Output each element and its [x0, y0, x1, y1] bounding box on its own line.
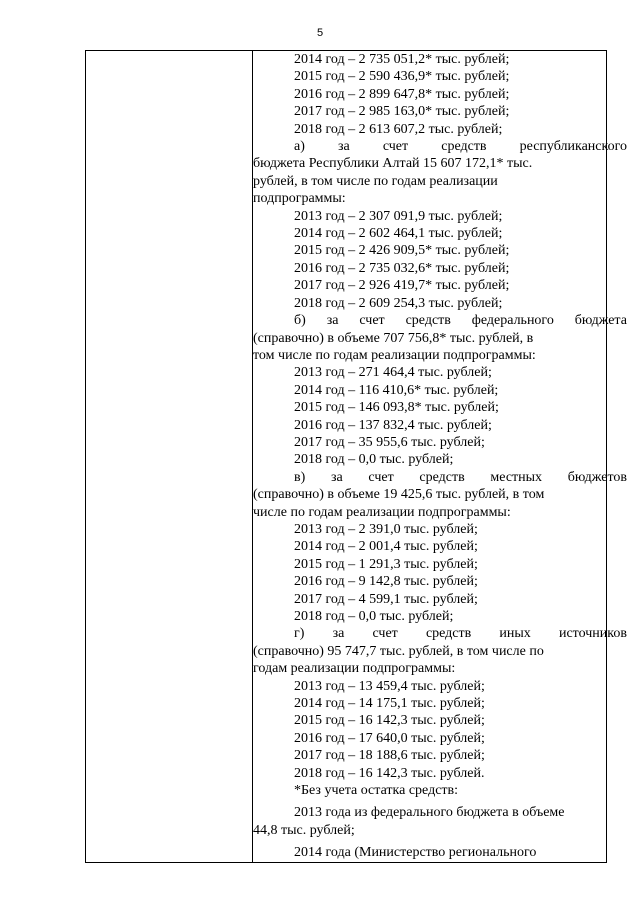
- text-line: подпрограммы:: [253, 191, 346, 207]
- text-line: рублей, в том числе по годам реализации: [253, 173, 498, 189]
- text-line: г) за счет средств иных источников: [294, 626, 627, 642]
- text-line: 2018 год – 0,0 тыс. рублей;: [294, 452, 454, 468]
- text-line: 2018 год – 2 609 254,3 тыс. рублей;: [294, 295, 503, 311]
- text-line: (справочно) в объеме 19 425,6 тыс. рублей, в том: [253, 487, 545, 503]
- text-line: 2014 год – 14 175,1 тыс. рублей;: [294, 696, 485, 712]
- text-line: 2014 год – 2 602 464,1 тыс. рублей;: [294, 226, 503, 242]
- text-line: 2017 год – 4 599,1 тыс. рублей;: [294, 591, 478, 607]
- table-right-cell: [253, 51, 627, 863]
- text-line: 2015 год – 16 142,3 тыс. рублей;: [294, 713, 485, 729]
- text-line: (справочно) 95 747,7 тыс. рублей, в том числе по: [253, 643, 544, 659]
- text-line: числе по годам реализации подпрограммы:: [253, 504, 511, 520]
- text-line: 2016 год – 17 640,0 тыс. рублей;: [294, 730, 485, 746]
- table-row: [86, 51, 607, 863]
- page-number: 5: [316, 27, 324, 39]
- text-line: 44,8 тыс. рублей;: [253, 822, 355, 838]
- text-line: 2015 год – 2 426 909,5* тыс. рублей;: [294, 243, 510, 259]
- text-line: 2018 год – 0,0 тыс. рублей;: [294, 609, 454, 624]
- text-line: (справочно) в объеме 707 756,8* тыс. рублей, в: [253, 330, 534, 346]
- text-line: 2017 год – 35 955,6 тыс. рублей;: [294, 434, 485, 450]
- text-line: 2016 год – 2 735 032,6* тыс. рублей;: [294, 260, 510, 276]
- text-line: годам реализации подпрограммы:: [253, 661, 456, 677]
- table-left-cell: [86, 51, 253, 863]
- text-line: 2014 год – 2 001,4 тыс. рублей;: [294, 539, 478, 555]
- text-line: 2017 год – 2 926 419,7* тыс. рублей;: [294, 278, 510, 294]
- text-line: 2013 год – 13 459,4 тыс. рублей;: [294, 678, 485, 694]
- text-line: 2017 год – 18 188,6 тыс. рублей;: [294, 748, 485, 764]
- text-line: *Без учета остатка средств:: [294, 783, 459, 799]
- text-line: бюджета Республики Алтай 15 607 172,1* тыс.: [253, 156, 533, 172]
- text-line: в) за счет средств местных бюджетов: [294, 469, 627, 485]
- text-line: 2016 год – 137 832,4 тыс. рублей;: [294, 417, 492, 433]
- text-line: 2015 год – 1 291,3 тыс. рублей;: [294, 556, 478, 572]
- document-table: [85, 50, 627, 863]
- text-line: 2016 год – 9 142,8 тыс. рублей;: [294, 574, 478, 590]
- text-line: 2017 год – 2 985 163,0* тыс. рублей;: [294, 104, 510, 120]
- text-line: 2014 год – 116 410,6* тыс. рублей;: [294, 382, 499, 398]
- text-line: 2013 год – 2 391,0 тыс. рублей;: [294, 521, 478, 537]
- financing-text: [253, 51, 627, 862]
- text-line: 2015 год – 2 590 436,9* тыс. рублей;: [294, 69, 510, 85]
- text-line: 2014 года (Министерство регионального: [294, 845, 537, 861]
- text-line: б) за счет средств федерального бюджета: [294, 313, 627, 329]
- text-line: 2015 год – 146 093,8* тыс. рублей;: [294, 400, 499, 416]
- text-line: 2016 год – 2 899 647,8* тыс. рублей;: [294, 86, 510, 102]
- text-line: 2018 год – 16 142,3 тыс. рублей.: [294, 765, 485, 781]
- text-line: 2013 года из федерального бюджета в объеме: [294, 805, 565, 821]
- text-line: 2013 год – 271 464,4 тыс. рублей;: [294, 365, 492, 381]
- text-line: 2013 год – 2 307 091,9 тыс. рублей;: [294, 208, 503, 224]
- text-line: 2018 год – 2 613 607,2 тыс. рублей;: [294, 121, 503, 137]
- text-line: 2014 год – 2 735 051,2* тыс. рублей;: [294, 52, 510, 67]
- text-line: а) за счет средств республиканского: [294, 139, 627, 155]
- text-line: том числе по годам реализации подпрограммы:: [253, 347, 536, 363]
